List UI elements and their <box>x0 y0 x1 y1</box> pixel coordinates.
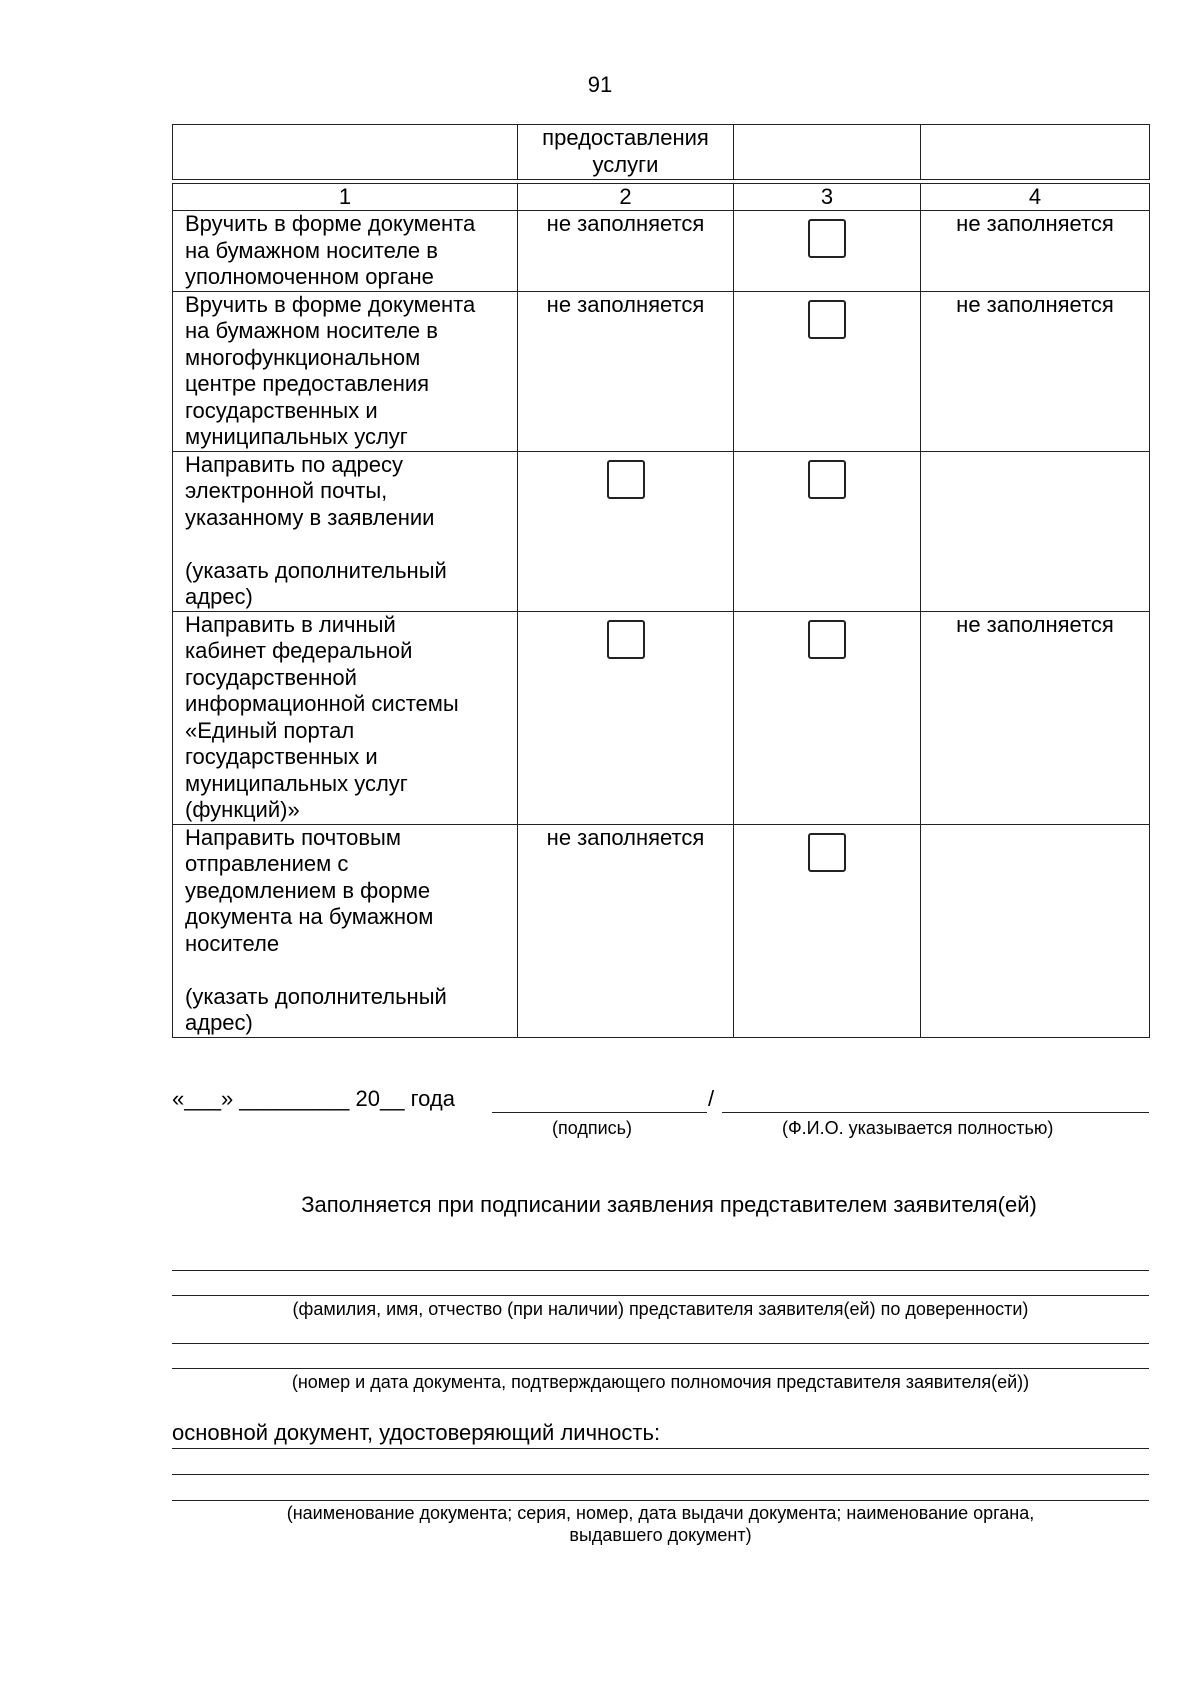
not-filled-text: не заполняется <box>546 824 705 850</box>
signature-separator: / <box>708 1086 715 1111</box>
identity-line-1[interactable] <box>172 1448 1149 1449</box>
delivery-method-cell: Направить почтовым отправлением с уведомлением в форме документа на бумажном носителе (указать дополнительный адрес) <box>173 824 518 1037</box>
not-filled-text: не заполняется <box>546 211 705 236</box>
not-filled-text: не заполняется <box>956 291 1114 317</box>
column-3-cell <box>734 611 921 824</box>
column-3-cell <box>734 291 921 451</box>
not-filled-text: не заполняется <box>956 611 1114 637</box>
table-row <box>173 291 1150 451</box>
column-4-cell <box>921 611 1150 824</box>
checkbox[interactable] <box>808 460 846 499</box>
column-number: 3 <box>734 184 921 211</box>
full-name-caption: (Ф.И.О. указывается полностью) <box>782 1118 1054 1138</box>
table-row <box>173 824 1150 1037</box>
identity-line-3[interactable] <box>172 1500 1149 1501</box>
identity-caption-line-1: (наименование документа; серия, номер, дата выдачи документа; наименование органа, <box>286 1503 1035 1523</box>
identity-caption <box>172 1502 1149 1546</box>
table-row <box>173 211 1150 292</box>
column-4-cell <box>921 451 1150 611</box>
delivery-method-cell: Направить по адресу электронной почты, указанному в заявлении (указать дополнительный адрес) <box>173 451 518 611</box>
column-number: 4 <box>921 184 1150 211</box>
checkbox[interactable] <box>808 300 846 339</box>
column-3-cell <box>734 211 921 292</box>
header-cell-4 <box>921 125 1150 180</box>
checkbox[interactable] <box>607 460 645 499</box>
identity-document-label: основной документ, удостоверяющий личность: <box>172 1420 661 1445</box>
authority-doc-line-2[interactable] <box>172 1368 1149 1369</box>
column-2-cell <box>518 451 734 611</box>
header-cell-1 <box>173 125 518 180</box>
representative-fio-caption: (фамилия, имя, отчество (при наличии) представителя заявителя(ей) по доверенности) <box>292 1299 1029 1319</box>
column-2-cell <box>518 824 734 1037</box>
delivery-method-cell: Направить в личный кабинет федеральной государственной информационной системы «Единый портал государственных и муниципальных услуг (функций)» <box>173 611 518 824</box>
signature-caption: (подпись) <box>552 1118 633 1138</box>
checkbox[interactable] <box>607 620 645 659</box>
delivery-method-cell: Вручить в форме документа на бумажном носителе в уполномоченном органе <box>173 211 518 292</box>
representative-title: Заполняется при подписании заявления представителем заявителя(ей) <box>301 1192 1037 1217</box>
column-4-cell <box>921 291 1150 451</box>
identity-caption-line-2: выдавшего документ) <box>569 1525 752 1545</box>
checkbox[interactable] <box>808 620 846 659</box>
table-row <box>173 451 1150 611</box>
column-2-cell <box>518 291 734 451</box>
delivery-method-table <box>172 124 1150 1038</box>
signature-line[interactable] <box>492 1112 707 1113</box>
table-row <box>173 611 1150 824</box>
column-3-cell <box>734 451 921 611</box>
not-filled-text: не заполняется <box>956 211 1114 236</box>
not-filled-text: не заполняется <box>546 291 705 317</box>
column-2-cell <box>518 611 734 824</box>
representative-line-1[interactable] <box>172 1270 1149 1271</box>
page-number: 91 <box>587 72 613 97</box>
full-name-line[interactable] <box>722 1112 1149 1113</box>
representative-line-2[interactable] <box>172 1295 1149 1296</box>
column-4-cell <box>921 211 1150 292</box>
authority-doc-line-1[interactable] <box>172 1343 1149 1344</box>
signature-row <box>172 1086 455 1112</box>
column-4-cell <box>921 824 1150 1037</box>
column-number-row <box>173 184 1150 211</box>
column-2-cell <box>518 211 734 292</box>
checkbox[interactable] <box>808 219 846 258</box>
checkbox[interactable] <box>808 833 846 872</box>
column-number: 1 <box>173 184 518 211</box>
table-header-row <box>173 125 1150 180</box>
identity-line-2[interactable] <box>172 1474 1149 1475</box>
authority-doc-caption: (номер и дата документа, подтверждающего полномочия представителя заявителя(ей)) <box>291 1372 1030 1392</box>
header-cell-3 <box>734 125 921 180</box>
delivery-method-cell: Вручить в форме документа на бумажном носителе в многофункциональном центре предоставления государственных и муниципальных услуг <box>173 291 518 451</box>
date-line: «___» _________ 20__ года <box>172 1086 455 1111</box>
header-cell-2: предоставления услуги <box>518 125 734 180</box>
column-3-cell <box>734 824 921 1037</box>
column-number: 2 <box>518 184 734 211</box>
